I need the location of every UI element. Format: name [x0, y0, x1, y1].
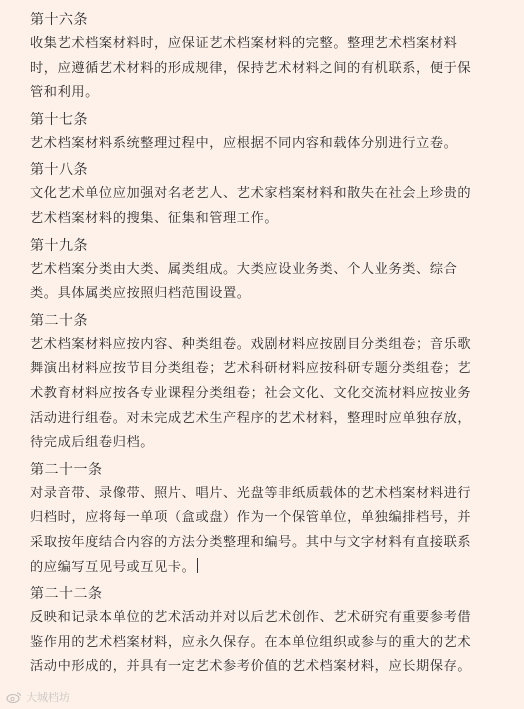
article-text: 管和利用。	[30, 85, 99, 101]
article-text-line	[30, 655, 506, 680]
article-text-line	[30, 382, 506, 407]
article-section	[30, 458, 506, 580]
article-text-line	[30, 258, 506, 283]
article-title: 第二十二条	[30, 586, 103, 603]
article-text-line	[30, 556, 506, 581]
article-section	[30, 582, 506, 680]
article-body	[30, 606, 506, 680]
article-title: 第十七条	[30, 111, 88, 128]
article-text: 舞演出材料应按节目分类组卷；艺术科研材料应按科研专题分类组卷；艺	[30, 361, 472, 377]
watermark-text: 大城档坊	[26, 691, 70, 704]
article-section	[30, 158, 506, 231]
article-title: 第十九条	[30, 237, 88, 254]
article-text-line	[30, 333, 506, 358]
article-text-line	[30, 32, 506, 57]
article-body	[30, 258, 506, 307]
article-text-line	[30, 631, 506, 656]
article-section	[30, 309, 506, 456]
article-title: 第二十条	[30, 312, 88, 329]
article-text: 收集艺术档案材料时，应保证艺术档案材料的完整。整理艺术档案材料	[30, 36, 458, 51]
article-section	[30, 8, 506, 106]
article-text-line	[30, 357, 506, 382]
article-text-line	[30, 81, 506, 106]
article-text-line	[30, 506, 506, 531]
article-title: 第十八条	[30, 162, 88, 179]
article-text: 时，应遵循艺术材料的形成规律，保持艺术材料之间的有机联系，便于保	[30, 60, 472, 76]
watermark	[6, 689, 70, 705]
article-text: 活动进行组卷。对未完成艺术生产程序的艺术材料，整理时应单独存放，	[30, 410, 472, 426]
article-text: 反映和记录本单位的艺术活动并对以后艺术创作、艺术研究有重要参考借	[30, 610, 472, 626]
article-text: 艺术档案材料的搜集、征集和管理工作。	[30, 210, 279, 226]
article-text: 术教育材料应按各专业课程分类组卷；社会文化、文化交流材料应按业务	[30, 385, 472, 401]
article-text-line	[30, 606, 506, 631]
article-text: 艺术档案材料系统整理过程中，应根据不同内容和载体分别进行立卷。	[30, 135, 458, 151]
weibo-icon	[6, 691, 22, 703]
article-text: 采取按年度结合内容的方法分类整理和编号。其中与文字材料有直接联系	[30, 534, 472, 550]
article-body	[30, 333, 506, 456]
article-text-line	[30, 431, 506, 456]
article-text: 的应编写互见号或互见卡。	[30, 559, 196, 575]
article-text-line	[30, 182, 506, 207]
article-title: 第二十一条	[30, 461, 103, 478]
article-body	[30, 132, 506, 157]
article-text: 艺术档案分类由大类、属类组成。大类应设业务类、个人业务类、综合	[30, 261, 458, 277]
article-body	[30, 182, 506, 231]
article-text: 艺术档案材料应按内容、种类组卷。戏剧材料应按剧目分类组卷；音乐歌	[30, 336, 472, 352]
article-text: 类。具体属类应按照归档范围设置。	[30, 286, 251, 302]
article-text: 文化艺术单位应加强对名老艺人、艺术家档案材料和散失在社会上珍贵的	[30, 186, 472, 202]
article-text: 归档时，应将每一单项（盒或盘）作为一个保管单位，单独编排档号，并	[30, 510, 472, 526]
article-text-line	[30, 282, 506, 307]
article-text-line	[30, 132, 506, 157]
article-body	[30, 482, 506, 580]
article-text: 活动中形成的，并具有一定艺术参考价值的艺术档案材料，应长期保存。	[30, 659, 472, 675]
article-text: 鉴作用的艺术档案材料，应永久保存。在本单位组织或参与的重大的艺术	[30, 634, 472, 650]
article-section	[30, 234, 506, 307]
article-section	[30, 108, 506, 157]
article-text-line	[30, 531, 506, 556]
article-text-line	[30, 57, 506, 82]
article-body	[30, 32, 506, 106]
text-cursor	[197, 558, 198, 573]
article-title: 第十六条	[30, 12, 88, 28]
article-text: 对录音带、录像带、照片、唱片、光盘等非纸质载体的艺术档案材料进行	[30, 485, 472, 501]
article-text-line	[30, 482, 506, 507]
article-text: 待完成后组卷归档。	[30, 435, 155, 451]
article-text-line	[30, 207, 506, 232]
article-text-line	[30, 407, 506, 432]
